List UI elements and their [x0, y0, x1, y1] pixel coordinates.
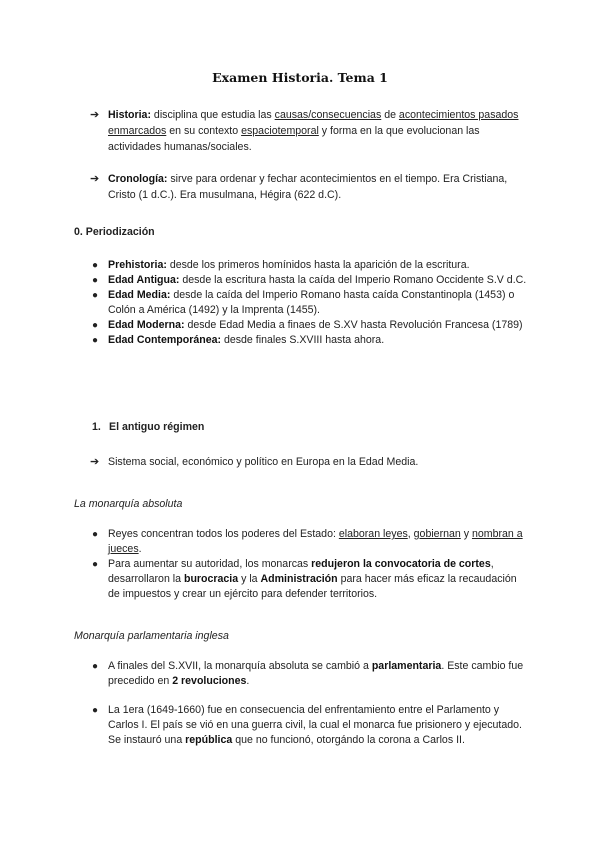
text: y la [238, 573, 261, 585]
bullet-icon: ● [92, 290, 99, 301]
term-cronologia: Cronología: [108, 173, 168, 185]
text: que no funcionó, otorgándo la corona a Carlos II. [232, 734, 465, 746]
definition-historia [0, 107, 600, 155]
text: , [407, 528, 414, 540]
section-title: El antiguo régimen [109, 421, 205, 433]
list-item [0, 557, 600, 602]
term: Edad Moderna: [108, 319, 185, 331]
intro-section [0, 107, 600, 203]
periodizacion-list [0, 258, 600, 348]
term: Prehistoria: [108, 259, 167, 271]
text: desde finales S.XVIII hasta ahora. [221, 334, 385, 346]
text: Reyes concentran todos los poderes del Estado: [108, 528, 339, 540]
bold-text: Administración [260, 573, 338, 585]
bold-text: república [185, 734, 233, 746]
text: y [460, 528, 472, 540]
page-title: Examen Historia. Tema 1 [212, 70, 388, 85]
bullet-icon: ● [92, 260, 99, 271]
monarquia-absoluta-list [0, 527, 600, 602]
term: Edad Media: [108, 289, 171, 301]
underlined-text: nombran a jueces [108, 528, 523, 555]
underlined-text: acontecimientos pasados enmarcados [108, 109, 519, 137]
definition-cronologia [0, 171, 600, 203]
bullet-icon: ● [92, 335, 99, 346]
text: disciplina que estudia las [150, 109, 275, 121]
underlined-text: elaboran leyes [338, 528, 408, 540]
text: desde la caída del Imperio Romano hasta caída Constantinopla (1453) o Colón a América (1492) y la Imprenta (1455). [108, 289, 515, 316]
bold-text: burocracia [183, 573, 239, 585]
list-item [0, 273, 600, 288]
underlined-text: espaciotemporal [241, 125, 319, 137]
text: A finales del S.XVII, la monarquía absoluta se cambió a [108, 660, 372, 672]
text: desde los primeros homínidos hasta la aparición de la escritura. [166, 259, 470, 271]
subsection-heading-monarquia-parlamentaria: Monarquía parlamentaria inglesa [74, 630, 229, 642]
section-number: 1. [92, 421, 101, 433]
bullet-icon: ● [92, 661, 99, 672]
text: para hacer más eficaz la recaudación de impuestos y crear un ejército para defender territorios. [108, 573, 517, 600]
text: en su contexto [166, 125, 242, 137]
list-item [0, 527, 600, 557]
list-item [0, 333, 600, 348]
text: Para aumentar su autoridad, los monarcas [108, 558, 312, 570]
antiguo-list [0, 454, 600, 470]
text: . Este cambio fue precedido en [108, 660, 524, 687]
list-item [0, 454, 600, 470]
bullet-icon: ● [92, 705, 99, 716]
subsection-heading-monarquia-absoluta: La monarquía absoluta [74, 498, 183, 510]
text: Sistema social, económico y político en Europa en la Edad Media. [108, 456, 419, 468]
arrow-icon: ➔ [90, 109, 100, 121]
bold-text: parlamentaria [371, 660, 442, 672]
text: . [246, 675, 250, 687]
list-item [0, 703, 600, 748]
text: La 1era (1649-1660) fue en consecuencia del enfrentamiento entre el Parlamento y Carlos I. El país se vió en una guerra civil, la cual el monarca fue prisionero y ejecutado. Se instauró una [108, 704, 522, 746]
arrow-icon: ➔ [90, 173, 100, 185]
list-item [0, 258, 600, 273]
section-heading-periodizacion: 0. Periodización [74, 226, 155, 238]
text: desde la escritura hasta la caída del Imperio Romano Occidente S.V d.C. [179, 274, 527, 286]
text: desde Edad Media a finaes de S.XV hasta Revolución Francesa (1789) [184, 319, 523, 331]
list-item [0, 318, 600, 333]
bullet-icon: ● [92, 529, 99, 540]
term: Edad Contemporánea: [108, 334, 222, 346]
term-historia: Historia: [108, 109, 151, 121]
list-item [0, 288, 600, 318]
section-heading-antiguo-regimen [92, 421, 204, 433]
text: de [381, 109, 399, 121]
underlined-text: causas/consecuencias [274, 109, 382, 121]
text: , desarrollaron la [108, 558, 494, 585]
list-item [0, 659, 600, 689]
underlined-text: gobiernan [413, 528, 461, 540]
monarquia-parlamentaria-list [0, 659, 600, 748]
text: sirve para ordenar y fechar acontecimientos en el tiempo. Era Cristiana, Cristo (1 d.C.). Era musulmana, Hégira (622 d.C). [108, 173, 508, 201]
text: y forma en la que evolucionan las actividades humanas/sociales. [108, 125, 480, 153]
bullet-icon: ● [92, 559, 99, 570]
bold-text: 2 revoluciones [172, 675, 247, 687]
bullet-icon: ● [92, 320, 99, 331]
term: Edad Antigua: [108, 274, 180, 286]
arrow-icon: ➔ [90, 456, 100, 468]
text: . [138, 543, 142, 555]
bold-text: redujeron la convocatoria de cortes [311, 558, 491, 570]
bullet-icon: ● [92, 275, 99, 286]
